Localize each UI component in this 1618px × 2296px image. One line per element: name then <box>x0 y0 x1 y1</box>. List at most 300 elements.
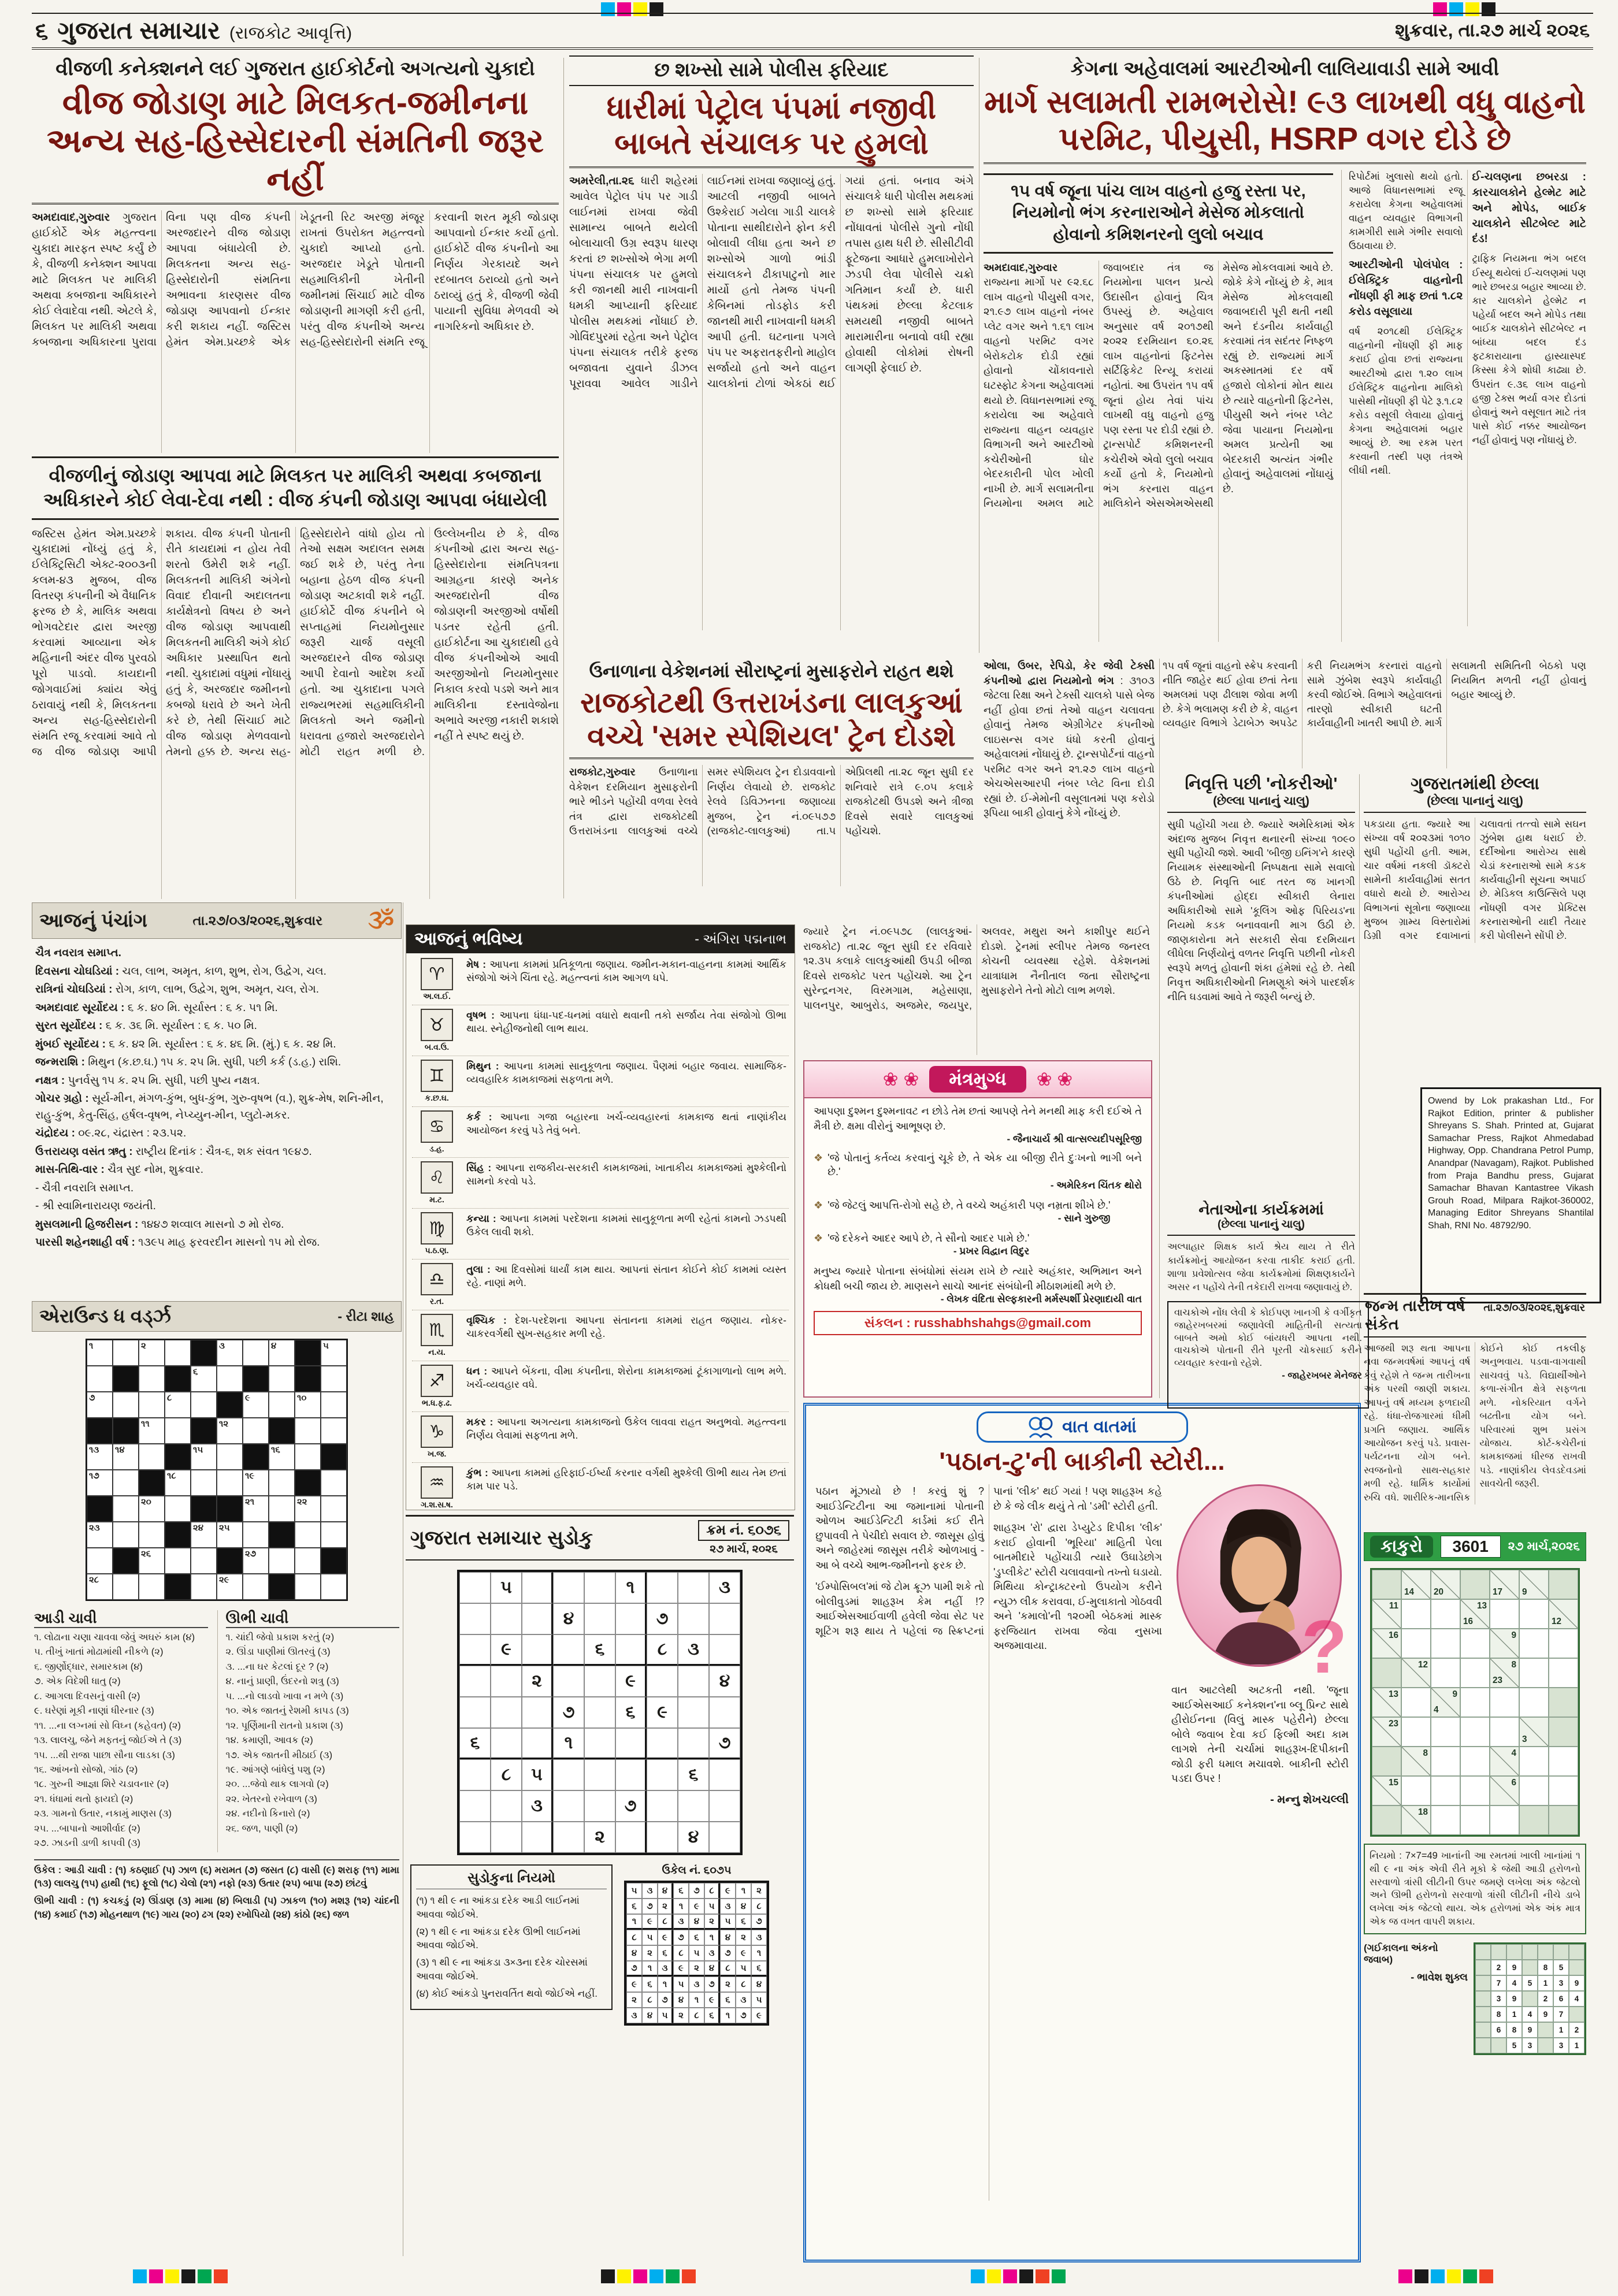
diamond-bullet-icon: ❖ <box>814 1199 823 1211</box>
mantramugdh-box <box>803 1060 1152 1398</box>
kakuro-cell <box>1549 1747 1578 1776</box>
kakuro-cell: 12 <box>1549 1599 1578 1629</box>
kakuro-cell <box>1490 1717 1519 1747</box>
sudoku-title: ગુજરાત સમાચાર સુડોકુ <box>410 1526 593 1549</box>
crossword-cell <box>113 1548 139 1574</box>
kakuro-cell: 5 <box>1522 1975 1538 1991</box>
horoscope-box <box>406 924 795 1510</box>
kakuro-cell <box>1490 1599 1519 1629</box>
kakuro-cell: 9 <box>1538 2007 1553 2022</box>
registration-marks-bottom <box>971 2269 1066 2283</box>
sudoku-cell <box>522 1634 553 1666</box>
panchang-line: અમદાવાદ સૂર્યોદય : ૬ ક. ૪૦ મિ. સૂર્યાસ્ત : ૬ ક. ૫૧ મિ. <box>35 1001 278 1014</box>
continuation-body: પકડાયા હતા. જ્યારે આ સંખ્યા વર્ષ ૨૦૨૩માં ૧૦૧૦ સુધી પહોંચી હતી. આમ, ચાર વર્ષમાં નકલી ડૉક્ટરો સામેની કાર્યવાહીમાં સતત વધારો થયો છે. આરોગ્ય વિભાગનાં સૂત્રોના જણાવ્યા મુજબ ગ્રામ્ય વિસ્તારોમાં ડિગ્રી વગર દવાખાનાં ચલાવતાં તત્ત્વો સામે સઘન ઝુંબેશ હાથ ધરાઈ છે. દર્દીઓના આરોગ્ય સાથે ચેડાં કરનારાઓ સામે કડક કાર્યવાહીની સૂચના અપાઈ છે. મેડિકલ કાઉન્સિલે પણ નોંધણી વગર પ્રેક્ટિસ કરનારાઓની યાદી તૈયાર કરી પોલીસને સોંપી છે. <box>1364 818 1586 941</box>
zodiac-letters: ક.છ.ઘ. <box>425 1093 449 1102</box>
sudoku-cell <box>709 1634 740 1666</box>
crossword-cell <box>165 1496 191 1522</box>
kakuro-cell <box>1538 2022 1553 2038</box>
zodiac-icon: ♊ <box>421 1060 453 1092</box>
crossword-cell <box>113 1418 139 1444</box>
crossword-cell: ૮ <box>165 1392 191 1418</box>
zodiac-icon: ♏ <box>421 1314 453 1346</box>
sudoku-cell: ૫ <box>626 1883 642 1899</box>
sudoku-cell: ૧ <box>626 1914 642 1930</box>
kakuro-cell <box>1475 1960 1491 1975</box>
body-text: ઉનાળાના વેકેશન દરમિયાન મુસાફરોની ભારે ભીડને પહોંચી વળવા રેલવે તંત્ર દ્વારા રાજકોટથી ઉત્તરાખંડના લાલકુઆં વચ્ચે સમર સ્પેશિયલ ટ્રેન દોડાવવાનો નિર્ણય લેવાયો છે. રાજકોટ રેલવે ડિવિઝનના જણાવ્યા મુજબ, ટ્રેન નં.૦૯૫૭૭ (રાજકોટ-લાલકુઆં) તા.૫ એપ્રિલથી તા.૨૮ જૂન સુધી દર શનિવારે રાત્રે ૯.૦૫ કલાકે રાજકોટથી ઉપડશે અને ત્રીજા દિવસે સવારે લાલકુઆં પહોંચશે. <box>569 766 974 837</box>
panchang-line: મુસલમાની હિજરીસન : ૧૪૪૭ શવ્વાલ માસનો ૭ મો રોજ. <box>35 1218 284 1231</box>
horoscope-item <box>412 1310 789 1361</box>
horoscope-text: વૃષભ : આપના ધંધા-પદ-ધનમાં વધારો થવાની તકો સર્જાય તેવા સંજોગો ઊભા થાય. સ્નેહીજનોથી લાભ થાય. <box>466 1009 786 1052</box>
sudoku-cell: ૧ <box>751 1945 767 1961</box>
kakuro-cell: 9 <box>1522 2022 1538 2038</box>
crossword-cell <box>191 1340 217 1366</box>
sudoku-solution-grid <box>624 1881 769 2026</box>
crossword-cell <box>113 1574 139 1600</box>
horoscope-text: મકર : આપના અગત્યના કામકાજનો ઉકેલ લાવવા રાહત અનુભવો. મહત્ત્વના નિર્ણય લેવામાં સફળતા મળે. <box>466 1416 786 1459</box>
crossword-cell <box>87 1548 113 1574</box>
sudoku-cell: ૭ <box>647 1603 678 1634</box>
sudoku-cell: ૪ <box>678 1822 709 1853</box>
quote-body: 'જે દરેકને આદર આપે છે, તે સૌનો આદર પામે છે.' - પ્રખર વિદ્વાન વિદુર <box>827 1232 1030 1257</box>
sudoku-cell: ૯ <box>626 1977 642 1992</box>
crossword-cell <box>113 1392 139 1418</box>
sudoku-box <box>406 1515 794 2256</box>
kakuro-cell: 23 8 <box>1490 1658 1519 1688</box>
sudoku-cell: ૬ <box>673 1883 689 1899</box>
crossword-cell <box>321 1392 347 1418</box>
sudoku-cell: ૫ <box>491 1572 522 1603</box>
sudoku-cell <box>647 1822 678 1853</box>
clue: ૧. ચાંદી જેવો પ્રકાશ કરતું (૨) <box>225 1632 335 1643</box>
sudoku-cell: ૪ <box>704 1961 720 1977</box>
kakuro-cell: 3 <box>1519 1717 1549 1747</box>
sudoku-rules-list <box>416 1894 607 2001</box>
horoscope-text: સિંહ : આપના રાજકીય-સરકારી કામકાજમાં, ખાતાકીય કામકાજમાં મુશ્કેલીનો સામનો કરવો પડે. <box>466 1161 786 1205</box>
sudoku-cell <box>647 1666 678 1697</box>
kakuro-cell <box>1491 2038 1506 2053</box>
horoscope-item <box>412 1463 789 1510</box>
sudoku-cell: ૯ <box>642 1914 658 1930</box>
clue: ૫. તીખું ખાતાં મોઢામાંથી નીકળે (૨) <box>34 1647 164 1658</box>
crossword-cell <box>113 1496 139 1522</box>
sudoku-cell: ૮ <box>658 1914 673 1930</box>
kakuro-cell <box>1431 1629 1460 1658</box>
sudoku-cell: ૭ <box>736 2008 751 2023</box>
diamond-bullet-icon: ❖ <box>814 1152 823 1164</box>
crossword-cell <box>243 1366 269 1392</box>
kakuro-cell <box>1490 1805 1519 1835</box>
cag-continuation: ૧૫ વર્ષ જૂનાં વાહનો સ્ક્રેપ કરવાની નીતિ જાહેર થઈ હોવા છતાં તેના અમલમાં પણ ઢીલાશ જોવા મળી છે. કેગે ભલામણ કરી છે કે, વાહન વ્યવહાર વિભાગે ડેટાબેઝ અપડેટ કરી નિયમભંગ કરનારાં વાહનો સામે ઝુંબેશ સ્વરૂપે કાર્યવાહી કરવી જોઈએ. વિભાગે અહેવાલનાં તારણો સ્વીકારી ઘટતી કાર્યવાહીની ખાતરી આપી છે. માર્ગ સલામતી સમિતિની બેઠકો પણ નિયમિત મળતી નહીં હોવાનું બહાર આવ્યું છે. <box>1163 660 1586 729</box>
dateline: અમદાવાદ,ગુરુવાર <box>984 261 1058 273</box>
kakuro-cell: 2 <box>1491 1960 1506 1975</box>
crossword-cell <box>139 1470 165 1496</box>
kakuro-cell: 18 <box>1401 1805 1431 1835</box>
kakuro-cell: 2 <box>1569 2022 1584 2038</box>
sudoku-cell: ૪ <box>709 1666 740 1697</box>
horoscope-item <box>412 1412 789 1463</box>
sudoku-cell: ૪ <box>673 1992 689 2008</box>
crossword-cell <box>165 1366 191 1392</box>
sudoku-cell: ૪ <box>626 1945 642 1961</box>
crossword-cell <box>113 1522 139 1548</box>
kakuro-cell <box>1519 1599 1549 1629</box>
sudoku-cell: ૯ <box>673 1961 689 1977</box>
kakuro-cell: 3 <box>1491 1991 1506 2007</box>
sudoku-cell: ૧ <box>642 1961 658 1977</box>
kakuro-cell <box>1549 1776 1578 1805</box>
sudoku-cell: ૩ <box>522 1790 553 1822</box>
zodiac-icon: ♎ <box>421 1263 453 1295</box>
panchang-line: પારસી શહેનશાહી વર્ષ : ૧૩૯૫ માહ ફરવરદીન માસનો ૧૫ મો રોજ. <box>35 1236 320 1249</box>
kakuro-cell <box>1522 1991 1538 2007</box>
panchang-date: તા.૨૭/૦૩/૨૦૨૬,શુક્રવાર <box>192 913 323 928</box>
sudoku-rules-title: સુડોકુના નિયમો <box>416 1870 607 1889</box>
sudoku-cell: ૨ <box>642 1945 658 1961</box>
kakuro-cell: 4 <box>1506 1975 1522 1991</box>
crossword-cell: ૪ <box>269 1340 295 1366</box>
sudoku-cell: ૯ <box>751 2008 767 2023</box>
horoscope-item <box>412 1005 789 1056</box>
kakuro-box <box>1364 1532 1586 2256</box>
crossword-cell: ૨૭ <box>243 1548 269 1574</box>
sudoku-cell: ૩ <box>704 1945 720 1961</box>
sudoku-cell <box>678 1728 709 1759</box>
sudoku-cell: ૫ <box>736 1961 751 1977</box>
crossword-header <box>32 1301 402 1332</box>
om-icon: ૐ <box>368 906 394 934</box>
crossword-cell: ૧૪ <box>113 1444 139 1470</box>
kakuro-cell <box>1519 1747 1549 1776</box>
horoscope-text: કન્યા : આપના કામમાં પરદેશના કામમાં સાનુકૂળતા મળી રહેતાં કામનો ઝડપથી ઉકેલ લાવી શકો. <box>466 1212 786 1255</box>
crossword-cell: ૩ <box>217 1340 243 1366</box>
vaat-story-title: 'પઠાન-ટુ'ની બાકીની સ્ટોરી... <box>939 1447 1225 1476</box>
sudoku-cell <box>647 1790 678 1822</box>
sudoku-cell: ૮ <box>647 1634 678 1666</box>
birthdate-date: તા.૨૭/૦૩/૨૦૨૬,શુક્રવાર <box>1483 1302 1585 1313</box>
body-text: ગુજરાત હાઈકોર્ટે એક મહત્ત્વના ચુકાદા મારફત સ્પષ્ટ કર્યું છે કે, વીજળી કનેક્શન આપવા માટે મિલકત પર માલિકી અથવા કબજાના અધિકારને કોઈ લેવાદેવા નથી. એટલે કે, મિલકત પર માલિકી અથવા કબજાના અધિકારના પુરાવા વિના પણ વીજ કંપની અરજદારને વીજ જોડાણ આપવા બંધાયેલી છે. મિલકતના અન્ય સહ-હિસ્સેદારોની સંમતિના અભાવના કારણસર વીજ જોડાણ આપવાનો ઈન્કાર કરી શકાય નહીં. જસ્ટિસ હેમંત એમ.પ્રચ્છકે એક ખેડૂતની રિટ અરજી મંજૂર રાખતાં ઉપરોક્ત મહત્ત્વનો ચુકાદો આપ્યો હતો. અરજદાર ખેડૂતે પોતાની સહમાલિકીની ખેતીની જમીનમાં સિંચાઈ માટે વીજ જોડાણની માગણી કરી હતી, પરંતુ વીજ કંપનીએ અન્ય સહ-હિસ્સેદારોની સંમતિ રજૂ કરવાની શરત મૂકી જોડાણ આપવાનો ઈન્કાર કર્યો હતો. હાઈકોર્ટે વીજ કંપનીનો આ નિર્ણય ગેરકાયદે અને રદબાતલ ઠરાવ્યો હતો અને ઠરાવ્યું હતું કે, વીજળી જેવી પાયાની સુવિધા મેળવવી એ નાગરિકનો અધિકાર છે. <box>32 211 559 349</box>
crossword-cell <box>191 1548 217 1574</box>
kakuro-cell <box>1401 1688 1431 1717</box>
sudoku-cell: ૧ <box>704 1930 720 1945</box>
dateline: અમરેલી,તા.૨૬ <box>569 174 634 187</box>
sudoku-cell: ૭ <box>751 1914 767 1930</box>
kakuro-cell: 12 <box>1401 1658 1431 1688</box>
sudoku-cell: ૭ <box>673 1930 689 1945</box>
kakuro-cell: 1 <box>1553 2022 1569 2038</box>
kakuro-cell <box>1553 1944 1569 1960</box>
kakuro-cell: 3 <box>1553 1975 1569 1991</box>
crossword-cell: ૨૫ <box>217 1522 243 1548</box>
sudoku-cell <box>491 1697 522 1728</box>
kakuro-cell: 15 <box>1372 1776 1401 1805</box>
crossword-cell <box>269 1496 295 1522</box>
sudoku-cell: ૨ <box>689 1961 704 1977</box>
zodiac-letters: પ.ઠ.ણ. <box>425 1246 449 1255</box>
mantra-quote <box>814 1151 1142 1192</box>
kakuro-cell <box>1460 1688 1490 1717</box>
article-petrol-pump <box>569 55 974 653</box>
sudoku-rule: (૪) કોઈ આંકડો પુનરાવર્તિત થવો જોઈએ નહીં. <box>416 1987 598 1999</box>
clue: ૨. ઊંડા પાણીમાં ઊતરવું (૩) <box>225 1647 331 1658</box>
kakuro-cell <box>1431 1658 1460 1688</box>
mantra-sankalan-email: સંકલન : russhabhshahgs@gmail.com <box>814 1311 1142 1335</box>
sudoku-cell: ૭ <box>626 1961 642 1977</box>
kakuro-cell <box>1431 1747 1460 1776</box>
kakuro-cell <box>1475 2022 1491 2038</box>
sidebar-body-echallan: ટ્રાફિક નિયમના ભંગ બદલ ઈસ્યૂ થયેલાં ઈ-ચલણમાં પણ ભારે છબરડા બહાર આવ્યા છે. કાર ચાલકોને હેલ્મેટ ન પહેર્યા બદલ અને મોપેડ તથા બાઈક ચાલકોને સીટબેલ્ટ ન બાંધ્યા બદલ દંડ ફટકારાયાના હાસ્યાસ્પદ કિસ્સા કેગે શોધી કાઢ્યા છે. ઉપરાંત ૯.૩૬ લાખ વાહનો હજી ટેક્સ ભર્યા વગર દોડતાં હોવાનું અને વસૂલાત માટે તંત્ર પાસે કોઈ નક્કર આયોજન નહીં હોવાનું પણ નોંધાયું છે. <box>1472 253 1586 446</box>
article-electricity <box>32 55 559 899</box>
kakuro-cell: 8 <box>1401 1747 1431 1776</box>
crossword-cell <box>217 1392 243 1418</box>
kakuro-cell <box>1401 1599 1431 1629</box>
kakuro-cell: 5 <box>1506 2038 1522 2053</box>
vaat-vaatma-box <box>803 1403 1361 2262</box>
kakuro-cell <box>1475 1975 1491 1991</box>
dateline: રાજકોટ,ગુરુવાર <box>569 766 636 778</box>
sudoku-cell: ૧ <box>673 1899 689 1914</box>
sudoku-cell: ૮ <box>720 1961 736 1977</box>
crossword-cell <box>243 1574 269 1600</box>
sudoku-cell <box>522 1572 553 1603</box>
article-body <box>32 210 559 453</box>
zodiac-letters: અ.લ.ઈ. <box>423 991 451 1001</box>
sudoku-cell: ૫ <box>720 1914 736 1930</box>
sudoku-cell: ૧ <box>736 1883 751 1899</box>
sudoku-cell <box>615 1728 647 1759</box>
sudoku-cell: ૯ <box>689 1899 704 1914</box>
panchang-line: - ચૈત્રી નવરાત્રિ સમાપ્ત. <box>35 1182 134 1194</box>
sudoku-cell: ૪ <box>642 2008 658 2023</box>
kakuro-cell: 4 <box>1490 1747 1519 1776</box>
sudoku-cell: ૧ <box>720 2008 736 2023</box>
sudoku-cell: ૮ <box>751 1899 767 1914</box>
sudoku-cell: ૨ <box>704 1914 720 1930</box>
sudoku-cell: ૯ <box>720 1883 736 1899</box>
sudoku-cell <box>584 1603 615 1634</box>
clue: ૫. ...નો લાડવો ખાવા ન મળે (૩) <box>225 1691 344 1701</box>
crossword-cell <box>191 1470 217 1496</box>
sidebar-head-echallan: ઈ-ચલણના છબરડા : કારચાલકોને હેલ્મેટ માટે અને મોપેડ, બાઈક ચાલકોને સીટબેલ્ટ માટે દંડ! <box>1472 170 1586 246</box>
kakuro-cell <box>1519 1805 1549 1835</box>
kakuro-cell: 4 <box>1569 1991 1584 2007</box>
reader-notice-box <box>1167 1301 1369 1409</box>
vaat-author: - મન્નુ શેખચલ્લી <box>1270 1793 1349 1806</box>
crossword-cell <box>165 1418 191 1444</box>
sudoku-cell <box>491 1666 522 1697</box>
panchang-line: - શ્રી સ્વામિનારાયણ જયંતી. <box>35 1200 156 1212</box>
vaat-label: વાત વાતમાં <box>1062 1417 1137 1436</box>
crossword-cell: ૧૩ <box>87 1444 113 1470</box>
registration-marks-bottom <box>1398 2269 1493 2283</box>
sudoku-cell <box>553 1790 584 1822</box>
kakuro-cell <box>1549 1805 1578 1835</box>
sudoku-cell: ૪ <box>736 1899 751 1914</box>
clue: ૨૪. નદીનો કિનારો (૨) <box>225 1808 310 1819</box>
crossword-cell <box>295 1548 321 1574</box>
crossword-cell <box>87 1366 113 1392</box>
sudoku-cell <box>584 1572 615 1603</box>
kakuro-cell: 6 <box>1553 1991 1569 2007</box>
crossword-cell <box>139 1522 165 1548</box>
article-cag-rto <box>984 55 1586 653</box>
sudoku-cell: ૬ <box>751 1961 767 1977</box>
kakuro-cell <box>1569 1944 1584 1960</box>
continuation-gujarat <box>1364 774 1586 1084</box>
kakuro-cell <box>1519 1776 1549 1805</box>
crossword-cell <box>243 1340 269 1366</box>
down-head: ઊભી ચાવી <box>226 1610 400 1628</box>
horoscope-text: મિથુન : આપના કામમાં સાનુકૂળતા જણાય. પૈણમાં બહાર જવાય. સામાજિક-વ્યવહારિક કામકાજમાં સફળતા મળે. <box>466 1060 786 1103</box>
continuation-netao <box>1167 1201 1355 1295</box>
kakuro-cell: 8 <box>1491 2007 1506 2022</box>
crossword-title: એરાઉન્ડ ધ વર્ડ્ઝ <box>39 1305 171 1327</box>
continuation-sub: (છેલ્લા પાનાનું ચાલુ) <box>1167 794 1355 813</box>
crossword-cell <box>269 1522 295 1548</box>
crossword-cell <box>243 1444 269 1470</box>
lotus-icon: ❀ ❀ <box>1036 1069 1073 1090</box>
sub-headline: વીજળીનું જોડાણ આપવા માટે મિલકત પર માલિકી અથવા કબજાના અધિકારને કોઈ લેવા-દેવા નથી : વીજ કંપની જોડાણ આપવા બંધાયેલી <box>32 456 559 519</box>
kakuro-cell: 8 <box>1506 2022 1522 2038</box>
mantra-credit: - લેખક વંદિતા સેલ્ફકારની મર્મસ્પર્શી પ્રેરણાદાયી વાત <box>940 1294 1142 1305</box>
sudoku-cell: ૨ <box>658 1899 673 1914</box>
sudoku-cell <box>678 1790 709 1822</box>
kakuro-cell: 3 <box>1553 2038 1569 2053</box>
panchang-line: માસ-તિથિ-વાર : ચૈત્ર સુદ નોમ, શુક્રવાર. <box>35 1164 204 1176</box>
sudoku-cell: ૩ <box>736 1992 751 2008</box>
sub-headline: ૧૫ વર્ષ જૂના પાંચ લાખ વાહનો હજુ રસ્તા પર, નિયમોનો ભંગ કરનારાઓને મેસેજ મોકલાતો હોવાનો કમિશનરનો લુલો બચાવ <box>984 173 1333 254</box>
article-kicker: ઉનાળાના વેકેશનમાં સૌરાષ્ટ્રનાં મુસાફરોને રાહત થશે <box>589 661 954 681</box>
clue: ૨૫. ...બાપાનો આશીર્વાદ (૨) <box>34 1823 140 1834</box>
panchang-line: નક્ષત્ર : પુનર્વસુ ૧૫ ક. ૨૫ મિ. સુધી, પછી પુષ્ય નક્ષત્ર. <box>35 1074 260 1087</box>
kakuro-cell <box>1460 1717 1490 1747</box>
clue: ૮. આગલા દિવસનું વાસી (૨) <box>34 1691 140 1701</box>
crossword-cell <box>321 1548 347 1574</box>
zodiac-letters: ભ.ધ.ફ.ઢ. <box>421 1398 452 1407</box>
continuation-head: નેતાઓના કાર્યક્રમમાં <box>1198 1201 1324 1218</box>
horoscope-item <box>412 1056 789 1107</box>
crossword-cell <box>321 1418 347 1444</box>
kakuro-cell <box>1372 1805 1401 1835</box>
sudoku-cell <box>584 1728 615 1759</box>
kakuro-cell: 1 <box>1538 1975 1553 1991</box>
kakuro-cell <box>1372 1658 1401 1688</box>
clue: ૧૭. એક જાતની મીઠાઈ (૩) <box>225 1749 333 1760</box>
kakuro-cell: 20 <box>1431 1570 1460 1599</box>
crossword-cell <box>113 1340 139 1366</box>
crossword-cell <box>295 1418 321 1444</box>
article-sidebar <box>1349 170 1586 626</box>
train-continuation: જ્યારે ટ્રેન નં.૦૯૫૭૮ (લાલકુઆં-રાજકોટ) તા.૨૮ જૂન સુધી દર રવિવારે ૧૨.૩૫ કલાકે લાલકુઆંથી ઉપડી બીજા દિવસે રાજકોટ પરત પહોંચશે. આ ટ્રેન સુરેન્દ્રનગર, વિરમગામ, મહેસાણા, પાલનપુર, આબુરોડ, અજમેર, જયપુર, અલવર, મથુરા અને કાશીપુર થઈને દોડશે. ટ્રેનમાં સ્લીપર તેમજ જનરલ કોચની વ્યવસ્થા રહેશે. વેકેશનમાં યાત્રાધામ નૈનીતાલ જતા સૌરાષ્ટ્રના મુસાફરોને તેનો મોટો લાભ મળશે. <box>803 926 1150 1011</box>
crossword-cell <box>165 1548 191 1574</box>
kakuro-cell <box>1372 1747 1401 1776</box>
crossword-cell: ૭ <box>87 1392 113 1418</box>
continuation-nivrutti <box>1167 774 1355 1196</box>
panchang-line: ચૈત્ર નવરાત્ર સમાપ્ત. <box>35 947 121 959</box>
sudoku-cell: ૭ <box>704 1977 720 1992</box>
panchang-line: સુરત સૂર્યોદય : ૬ ક. ૩૬ મિ. સૂર્યાસ્ત : ૬ ક. ૫૦ મિ. <box>35 1020 257 1032</box>
crossword-cell: ૧૨ <box>217 1418 243 1444</box>
sudoku-cell <box>522 1697 553 1728</box>
zodiac-letters: ડ.હ. <box>429 1144 444 1153</box>
rule <box>984 162 1586 164</box>
article-body <box>569 765 974 886</box>
horoscope-item <box>412 1260 789 1310</box>
sudoku-cell: ૩ <box>709 1572 740 1603</box>
crossword-cell: ૧૦ <box>295 1392 321 1418</box>
panchang-header <box>32 902 402 939</box>
horoscope-text: કર્ક : આપના ગજા બહારના ખર્ચ-વ્યવહારનાં કામકાજ થતાં નાણાંકીય આયોજન કરવું પડે તેવું બને. <box>466 1110 786 1154</box>
sudoku-cell: ૬ <box>459 1728 491 1759</box>
crossword-cell <box>139 1366 165 1392</box>
clue: ૧. લોઢાના ચણા ચાવવા જેવું અઘરું કામ (૪) <box>34 1632 195 1643</box>
sudoku-cell <box>459 1697 491 1728</box>
sudoku-cell: ૫ <box>658 2008 673 2023</box>
clue: ૭. એક વિદેશી ધાતુ (૨) <box>34 1676 121 1687</box>
imprint-box: Owend by Lok prakashan Ltd., For Rajkot Edition, printer & publisher Shreyans S. Shah. Printed at, Gujarat Samachar Press, Rajkot Ahmedabad Highway, Opp. Chandrana Petrol Pump, Anandpar (Navagam), Rajkot. Published from Praja Bandhu press, Gujarat Samachar Bhavan Kantastree Vikash Grouh Road, Milpara Rajkot-360002, Managing Editor Shreyans Shantilal Shah, RNI No. 48792/90. <box>1420 1087 1601 1303</box>
crossword-solution-across: ઉકેલ : આડી ચાવી : (૧) કઠણાઈ (૫) ઝાળ (૬) મરામત (૭) જસત (૮) વાસી (૯) શરાફ (૧૧) મામા (૧૩) લાલચુ (૧૫) હાથી (૧૬) ફૂલો (૧૮) ચેલો (૨૧) નફો (૨૩) ઉતાર (૨૫) બાપા (૨૭) છાંટવું <box>34 1864 399 1889</box>
sudoku-cell: ૭ <box>709 1728 740 1759</box>
masthead <box>32 13 1593 50</box>
sudoku-cell <box>553 1822 584 1853</box>
kakuro-solution-grid <box>1474 1942 1586 2055</box>
rule <box>569 757 974 759</box>
crossword-cell <box>217 1366 243 1392</box>
kakuro-cell <box>1569 1960 1584 1975</box>
sudoku-cell <box>491 1790 522 1822</box>
sudoku-cell: ૮ <box>673 1945 689 1961</box>
clue: ૯. ઘરેણાં મૂકી નાણાં ધીરનાર (૩) <box>34 1706 154 1717</box>
crossword-cell <box>321 1366 347 1392</box>
birthdate-col1: આજથી શરૂ થતા આપના નવા જન્મવર્ષમાં આપનું વર્ષ કેવું રહેશે તે જન્મ તારીખના અંક પરથી જાણી શકાય. આપનું વર્ષ મધ્યમ ફળદાયી રહે. ધંધા-રોજગારમાં ધીમી પ્રગતિ જણાય. આર્થિક આયોજન કરવું પડે. પ્રવાસ-પર્યટનના યોગ બને. સ્વજનોનો સાથ-સહકાર મળી રહે. ધાર્મિક કાર્યોમાં રુચિ વધે. <box>1364 1343 1471 1503</box>
continuation-head: ગુજરાતમાંથી છેલ્લા <box>1411 775 1539 793</box>
sudoku-cell: ૪ <box>751 1977 767 1992</box>
horoscope-title: આજનું ભવિષ્ય <box>414 928 523 949</box>
sudoku-cell: ૯ <box>647 1697 678 1728</box>
crossword-cell <box>321 1444 347 1470</box>
kakuro-cell: 23 <box>1372 1717 1401 1747</box>
sudoku-cell <box>459 1572 491 1603</box>
horoscope-text: ધન : આપને બેંકના, વીમા કંપનીના, શેરોના કામકાજમાં ટૂંકાગાળાનો લાભ મળે. ખર્ચ-વ્યવહાર વધે. <box>466 1365 786 1408</box>
sudoku-cell <box>615 1634 647 1666</box>
sudoku-cell <box>678 1666 709 1697</box>
zodiac-letters: ન.ય. <box>428 1347 446 1357</box>
crossword-cell: ૨૬ <box>139 1548 165 1574</box>
sudoku-cell: ૭ <box>720 1945 736 1961</box>
sudoku-cell <box>522 1822 553 1853</box>
zodiac-letters: મ.ટ. <box>429 1195 444 1204</box>
kakuro-cell <box>1519 1629 1549 1658</box>
horoscope-list <box>406 953 795 1510</box>
crossword-cell <box>295 1522 321 1548</box>
sudoku-cell: ૩ <box>642 1883 658 1899</box>
horoscope-item <box>412 1361 789 1412</box>
sudoku-cell: ૯ <box>704 1992 720 2008</box>
sudoku-cell: ૩ <box>658 1961 673 1977</box>
crossword-cell: ૧૯ <box>243 1470 269 1496</box>
clue: ૨૭. ઝાડની ડાળી કાપવી (૩) <box>34 1838 140 1849</box>
question-mark-decoration: ? <box>1301 1604 1348 1689</box>
kakuro-cell: 9 <box>1506 1960 1522 1975</box>
kakuro-cell: 16 <box>1372 1629 1401 1658</box>
crossword-cell: ૫ <box>321 1340 347 1366</box>
sudoku-cell <box>584 1697 615 1728</box>
clue: ૧૩. લાલચુ, જેને મફતનું જોઈએ તે (૩) <box>34 1735 182 1746</box>
sidebar-body-rto: વર્ષ ૨૦૧૮થી ઈલેક્ટ્રિક વાહનોની નોંધણી ફી માફ કરાઈ હોવા છતાં રાજ્યના આરટીઓ દ્વારા ૧.૨૦ લાખ ઈલેક્ટ્રિક વાહનોના માલિકો પાસેથી નોંધણી ફી પેટે રૂ.૧.૮૨ કરોડ વસૂલી લેવાયા હોવાનું કેગના અહેવાલમાં બહાર આવ્યું છે. આ રકમ પરત કરવાની તસ્દી પણ તંત્રએ લીધી નથી. <box>1349 326 1463 477</box>
sudoku-cell: ૮ <box>626 1930 642 1945</box>
rule <box>32 203 559 205</box>
crossword-cell: ૬ <box>191 1366 217 1392</box>
story-paragraph: 'ઈમ્પોસિબલ'માં જે ટોમ ક્રૂઝ પામી શકે તો બોલીવુડમાં શાહરૂખ કેમ નહીં !? આઈએસઆઈવાળી હવેલી જેવા સેટ પર શૂટિંગ શરૂ થાય તે પહેલાં જ સ્ક્રિપ્ટનાં પાનાં 'લીક' થઈ ગયાં ! પણ શાહરૂખ કહે છે કે જે લીક થયું તે તો 'ડમી' સ્ટોરી હતી. <box>815 1485 1162 1637</box>
